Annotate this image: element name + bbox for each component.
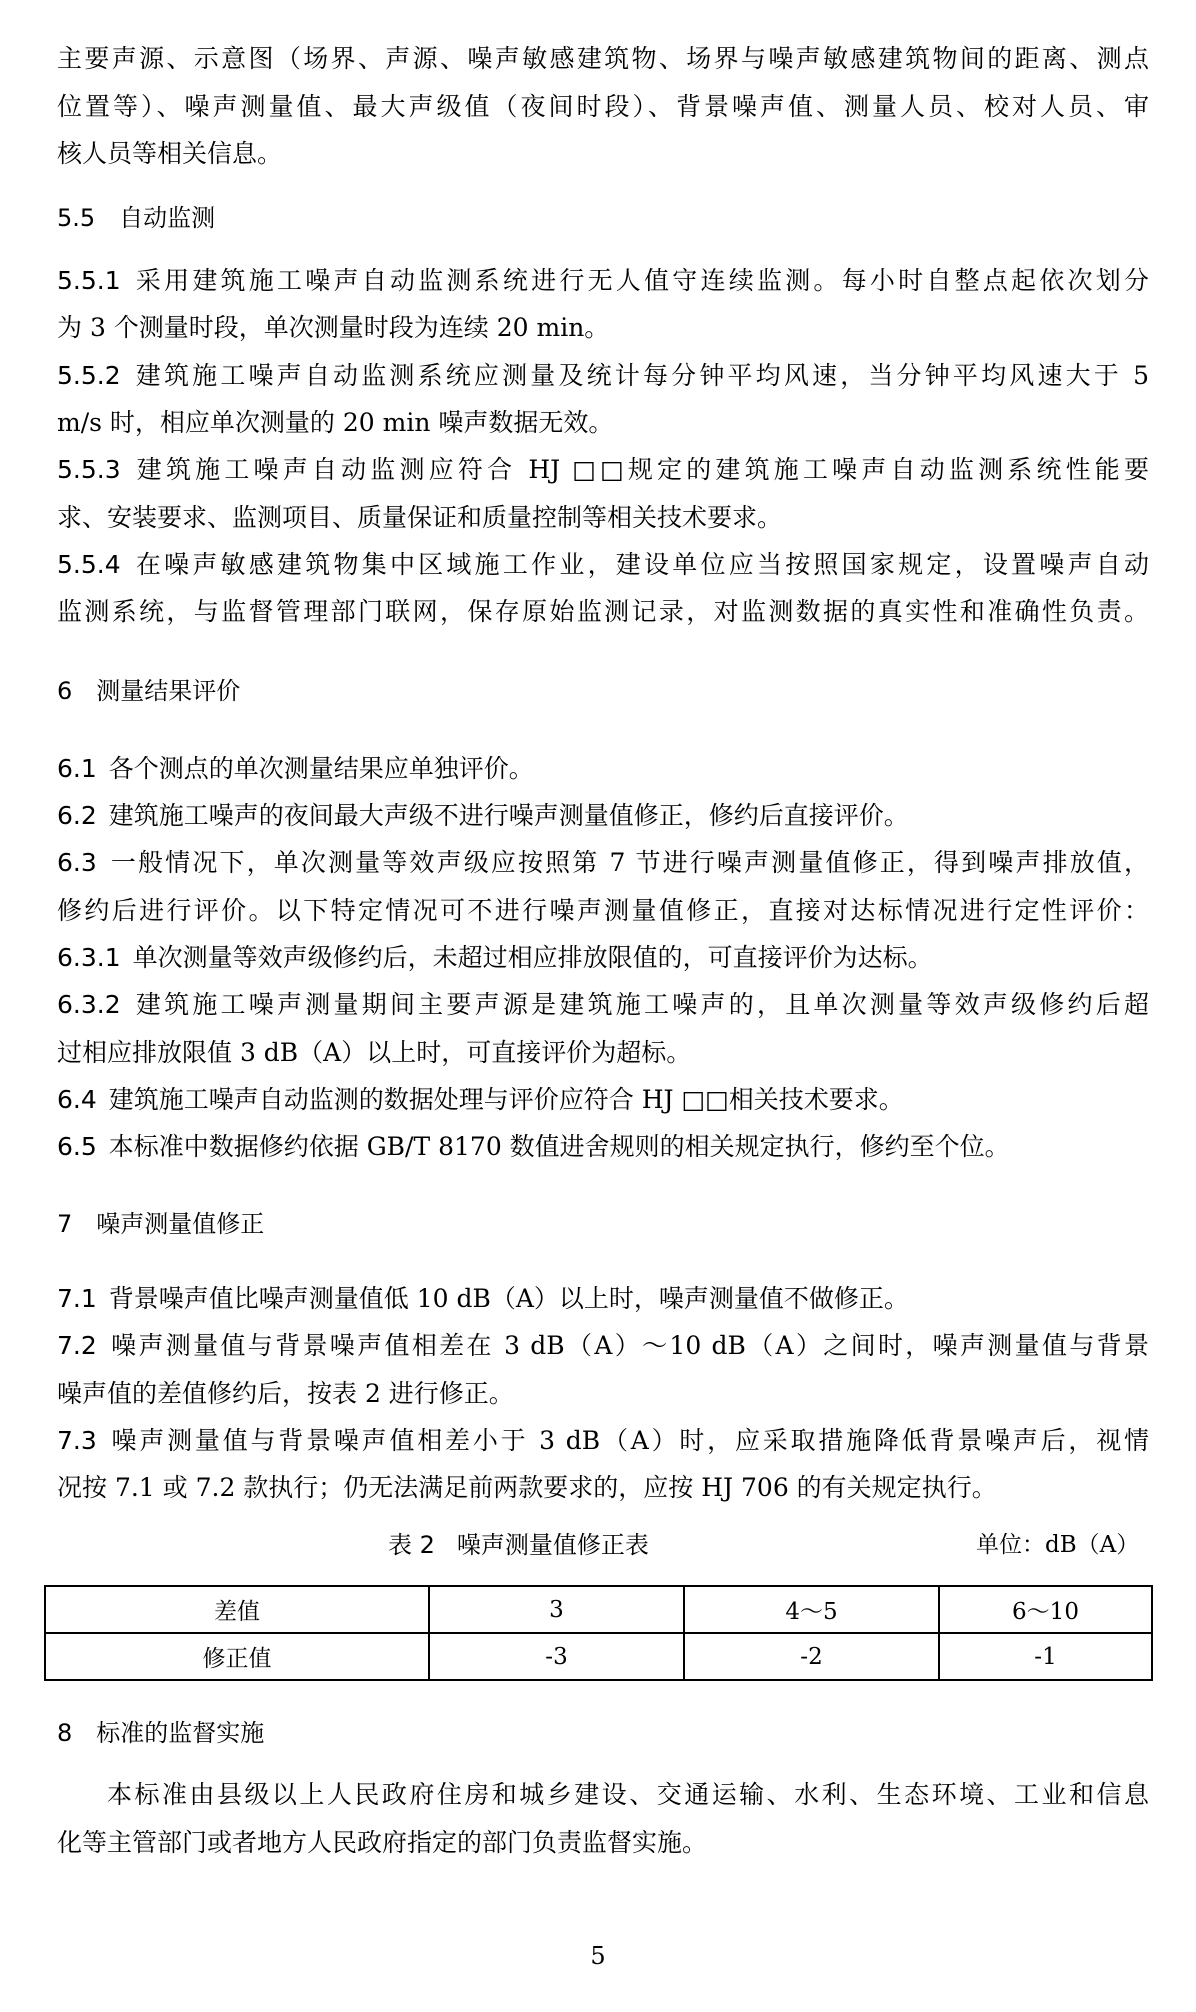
table-cell: -3 bbox=[429, 1633, 684, 1680]
clause-number: 6.1 bbox=[57, 754, 97, 783]
table-cell: 修正值 bbox=[45, 1633, 429, 1680]
paragraph-line: 修约后进行评价。以下特定情况可不进行噪声测量值修正，直接对达标情况进行定性评价： bbox=[57, 896, 1149, 925]
table-title: 噪声测量值修正表 bbox=[456, 1531, 649, 1559]
clause-5-5-4 bbox=[57, 550, 1149, 580]
section-number: 5.5 bbox=[57, 204, 96, 232]
clause-5-5-3 bbox=[57, 455, 1149, 485]
clause-text: 建筑施工噪声自动监测系统应测量及统计每分钟平均风速，当分钟平均风速大于 5 bbox=[132, 361, 1149, 390]
clause-7-2 bbox=[57, 1331, 1149, 1361]
clause-number: 6.5 bbox=[57, 1132, 97, 1161]
paragraph-line: 况按 7.1 或 7.2 款执行；仍无法满足前两款要求的，应按 HJ 706 的有关规定执行。 bbox=[57, 1473, 997, 1502]
table-row bbox=[45, 1633, 1152, 1680]
clause-number: 5.5.2 bbox=[57, 361, 121, 390]
paragraph-line: 为 3 个测量时段，单次测量时段为连续 20 min。 bbox=[57, 313, 610, 342]
section-number: 7 bbox=[57, 1210, 73, 1238]
table-unit: 单位：dB（A） bbox=[976, 1532, 1140, 1558]
clause-6-3-2 bbox=[57, 990, 1149, 1020]
clause-7-3 bbox=[57, 1426, 1149, 1456]
clause-number: 7.3 bbox=[57, 1426, 97, 1455]
clause-number: 6.2 bbox=[57, 801, 97, 830]
table-cell: 差值 bbox=[45, 1586, 429, 1633]
clause-text: 采用建筑施工噪声自动监测系统进行无人值守连续监测。每小时自整点起依次划分 bbox=[132, 266, 1149, 295]
clause-text: 一般情况下，单次测量等效声级应按照第 7 节进行噪声测量值修正，得到噪声排放值， bbox=[108, 848, 1149, 877]
clause-text: 本标准中数据修约依据 GB/T 8170 数值进舍规则的相关规定执行，修约至个位。 bbox=[108, 1132, 1010, 1161]
clause-5-5-2 bbox=[57, 361, 1149, 391]
table-cell: 6～10 bbox=[939, 1586, 1152, 1633]
table-cell: 3 bbox=[429, 1586, 684, 1633]
clause-text: 单次测量等效声级修约后，未超过相应排放限值的，可直接评价为达标。 bbox=[132, 943, 933, 972]
section-heading-8 bbox=[57, 1718, 1149, 1748]
paragraph-line: 主要声源、示意图（场界、声源、噪声敏感建筑物、场界与噪声敏感建筑物间的距离、测点 bbox=[57, 44, 1149, 73]
correction-table bbox=[44, 1585, 1153, 1681]
clause-6-5 bbox=[57, 1132, 1149, 1162]
clause-6-3 bbox=[57, 848, 1149, 878]
clause-text: 建筑施工噪声自动监测的数据处理与评价应符合 HJ □□相关技术要求。 bbox=[108, 1085, 904, 1114]
clause-number: 6.3 bbox=[57, 848, 97, 877]
table-number: 表 2 bbox=[388, 1531, 435, 1559]
clause-number: 6.3.1 bbox=[57, 943, 121, 972]
section-heading-5-5 bbox=[57, 203, 1149, 233]
clause-text: 建筑施工噪声的夜间最大声级不进行噪声测量值修正，修约后直接评价。 bbox=[108, 801, 909, 830]
clause-text: 背景噪声值比噪声测量值低 10 dB（A）以上时，噪声测量值不做修正。 bbox=[108, 1284, 909, 1313]
paragraph-line: 过相应排放限值 3 dB（A）以上时，可直接评价为超标。 bbox=[57, 1038, 692, 1067]
clause-number: 6.4 bbox=[57, 1085, 97, 1114]
clause-text: 噪声测量值与背景噪声值相差小于 3 dB（A）时，应采取措施降低背景噪声后，视情 bbox=[108, 1426, 1149, 1455]
clause-text: 在噪声敏感建筑物集中区域施工作业，建设单位应当按照国家规定，设置噪声自动 bbox=[132, 550, 1149, 579]
table-cell: 4～5 bbox=[684, 1586, 939, 1633]
section-title: 标准的监督实施 bbox=[96, 1719, 265, 1747]
clause-6-3-1 bbox=[57, 943, 1149, 973]
clause-6-1 bbox=[57, 754, 1149, 784]
clause-text: 建筑施工噪声自动监测应符合 HJ □□规定的建筑施工噪声自动监测系统性能要 bbox=[132, 455, 1149, 484]
section-title: 噪声测量值修正 bbox=[96, 1210, 265, 1238]
paragraph-line: 求、安装要求、监测项目、质量保证和质量控制等相关技术要求。 bbox=[57, 503, 783, 532]
section-heading-7 bbox=[57, 1209, 1149, 1239]
paragraph-line: 化等主管部门或者地方人民政府指定的部门负责监督实施。 bbox=[57, 1828, 708, 1857]
clause-number: 7.1 bbox=[57, 1284, 97, 1313]
section-heading-6 bbox=[57, 676, 1149, 706]
clause-text: 建筑施工噪声测量期间主要声源是建筑施工噪声的，且单次测量等效声级修约后超 bbox=[132, 990, 1149, 1019]
paragraph-line: 本标准由县级以上人民政府住房和城乡建设、交通运输、水利、生态环境、工业和信息 bbox=[107, 1780, 1149, 1809]
table-row bbox=[45, 1586, 1152, 1633]
page-number: 5 bbox=[590, 1942, 606, 1970]
clause-number: 5.5.1 bbox=[57, 266, 121, 295]
clause-5-5-1 bbox=[57, 266, 1149, 296]
section-number: 8 bbox=[57, 1719, 73, 1747]
section-title: 自动监测 bbox=[119, 204, 216, 232]
table-cell: -1 bbox=[939, 1633, 1152, 1680]
clause-text: 各个测点的单次测量结果应单独评价。 bbox=[108, 754, 534, 783]
clause-number: 5.5.4 bbox=[57, 550, 121, 579]
table-cell: -2 bbox=[684, 1633, 939, 1680]
clause-6-4 bbox=[57, 1085, 1149, 1115]
clause-text: 噪声测量值与背景噪声值相差在 3 dB（A）～10 dB（A）之间时，噪声测量值与背景 bbox=[108, 1331, 1149, 1360]
clause-number: 5.5.3 bbox=[57, 455, 121, 484]
clause-7-1 bbox=[57, 1284, 1149, 1314]
section-number: 6 bbox=[57, 677, 73, 705]
paragraph-line: 监测系统，与监督管理部门联网，保存原始监测记录，对监测数据的真实性和准确性负责。 bbox=[57, 597, 1149, 626]
clause-number: 6.3.2 bbox=[57, 990, 121, 1019]
paragraph-line: 噪声值的差值修约后，按表 2 进行修正。 bbox=[57, 1379, 514, 1408]
clause-number: 7.2 bbox=[57, 1331, 97, 1360]
clause-6-2 bbox=[57, 801, 1149, 831]
section-title: 测量结果评价 bbox=[96, 677, 241, 705]
paragraph-line: 位置等）、噪声测量值、最大声级值（夜间时段）、背景噪声值、测量人员、校对人员、审 bbox=[57, 92, 1149, 121]
paragraph-line: m/s 时，相应单次测量的 20 min 噪声数据无效。 bbox=[57, 408, 614, 437]
paragraph-line: 核人员等相关信息。 bbox=[57, 139, 283, 168]
table-caption bbox=[388, 1530, 649, 1560]
